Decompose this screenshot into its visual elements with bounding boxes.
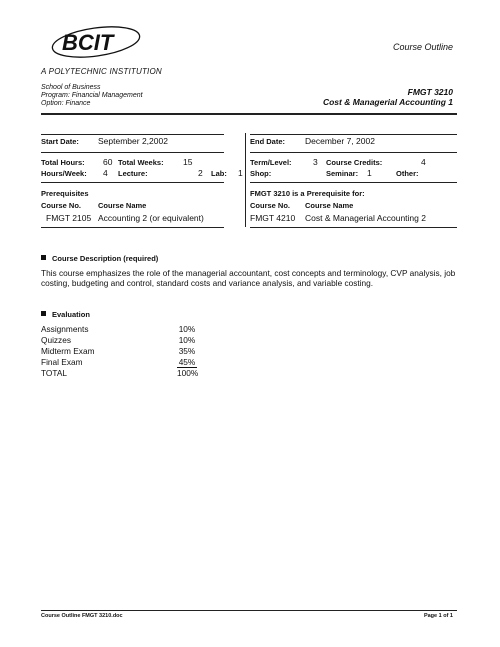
prereq-heading: Prerequisites xyxy=(41,189,89,198)
bcit-logo xyxy=(46,20,146,65)
hours-week-value: 4 xyxy=(103,168,108,178)
shop-label: Shop: xyxy=(250,169,272,178)
course-credits-label: Course Credits: xyxy=(326,158,383,167)
other-label: Other: xyxy=(396,169,419,178)
footer-filename: Course Outline FMGT 3210.doc xyxy=(41,613,123,619)
lecture-label: Lecture: xyxy=(118,169,148,178)
row-rule xyxy=(41,152,224,153)
start-date-rule xyxy=(41,134,224,135)
footer-page-number: Page 1 of 1 xyxy=(423,613,453,619)
prereq-col-name: Course Name xyxy=(98,201,147,210)
lecture-value: 2 xyxy=(198,168,203,178)
row-rule xyxy=(41,182,224,183)
description-heading-text: Course Description (required) xyxy=(52,254,159,263)
seminar-value: 1 xyxy=(367,168,372,178)
lab-value: 1 xyxy=(238,168,243,178)
prereq-bottom-rule xyxy=(41,227,224,228)
eval-label: Final Exam xyxy=(41,357,83,367)
prereq-for-col-name: Course Name xyxy=(305,201,354,210)
eval-value: 10% xyxy=(178,324,196,334)
doc-type-label: Course Outline xyxy=(392,42,453,52)
prereq-for-course-no: FMGT 4210 xyxy=(250,213,296,223)
prereq-for-col-no: Course No. xyxy=(250,201,291,210)
course-title: Cost & Managerial Accounting 1 xyxy=(322,97,453,107)
column-divider xyxy=(245,133,246,227)
row-rule xyxy=(250,182,457,183)
hours-week-label: Hours/Week: xyxy=(41,169,87,178)
end-date-rule xyxy=(250,134,457,135)
total-hours-value: 60 xyxy=(103,157,113,167)
end-date-label: End Date: xyxy=(250,137,286,146)
total-weeks-value: 15 xyxy=(183,157,193,167)
bullet-icon xyxy=(41,255,46,260)
total-hours-label: Total Hours: xyxy=(41,158,85,167)
row-rule xyxy=(250,152,457,153)
term-level-label: Term/Level: xyxy=(250,158,292,167)
prereq-course-name: Accounting 2 (or equivalent) xyxy=(98,213,204,223)
eval-label: TOTAL xyxy=(41,368,67,378)
footer-rule xyxy=(41,610,457,611)
option-name: Option: Finance xyxy=(41,100,91,107)
description-heading xyxy=(41,254,158,263)
program-info xyxy=(41,84,143,108)
course-code: FMGT 3210 xyxy=(407,87,453,97)
evaluation-heading-text: Evaluation xyxy=(52,310,90,319)
evaluation-heading xyxy=(41,310,90,319)
eval-label: Assignments xyxy=(41,324,89,334)
bullet-icon xyxy=(41,311,46,316)
description-text: This course emphasizes the role of the managerial accountant, cost concepts and terminology, CVP analysis, job costing, budgeting and control, standard costs and variance analysis, and variable costing. xyxy=(41,268,456,288)
program-name: Program: Financial Management xyxy=(41,92,143,99)
eval-value: 100% xyxy=(177,368,199,378)
eval-label: Midterm Exam xyxy=(41,346,95,356)
end-date-value: December 7, 2002 xyxy=(305,136,375,146)
tagline: A POLYTECHNIC INSTITUTION xyxy=(41,67,162,76)
prereq-for-course-name: Cost & Managerial Accounting 2 xyxy=(305,213,426,223)
prereq-col-no: Course No. xyxy=(41,201,82,210)
header-divider xyxy=(41,113,457,115)
eval-value: 10% xyxy=(178,335,196,345)
lab-label: Lab: xyxy=(211,169,227,178)
seminar-label: Seminar: xyxy=(326,169,359,178)
total-weeks-label: Total Weeks: xyxy=(118,158,164,167)
prereq-course-no: FMGT 2105 xyxy=(46,213,92,223)
logo-text: BCIT xyxy=(62,30,114,55)
term-level-value: 3 xyxy=(313,157,318,167)
course-credits-value: 4 xyxy=(421,157,426,167)
start-date-label: Start Date: xyxy=(41,137,79,146)
school-name: School of Business xyxy=(41,84,101,91)
prereq-for-heading: FMGT 3210 is a Prerequisite for: xyxy=(250,189,365,198)
eval-value: 45% xyxy=(178,357,196,367)
eval-value: 35% xyxy=(178,346,196,356)
prereq-for-bottom-rule xyxy=(250,227,457,228)
eval-label: Quizzes xyxy=(41,335,71,345)
start-date-value: September 2,2002 xyxy=(98,136,168,146)
